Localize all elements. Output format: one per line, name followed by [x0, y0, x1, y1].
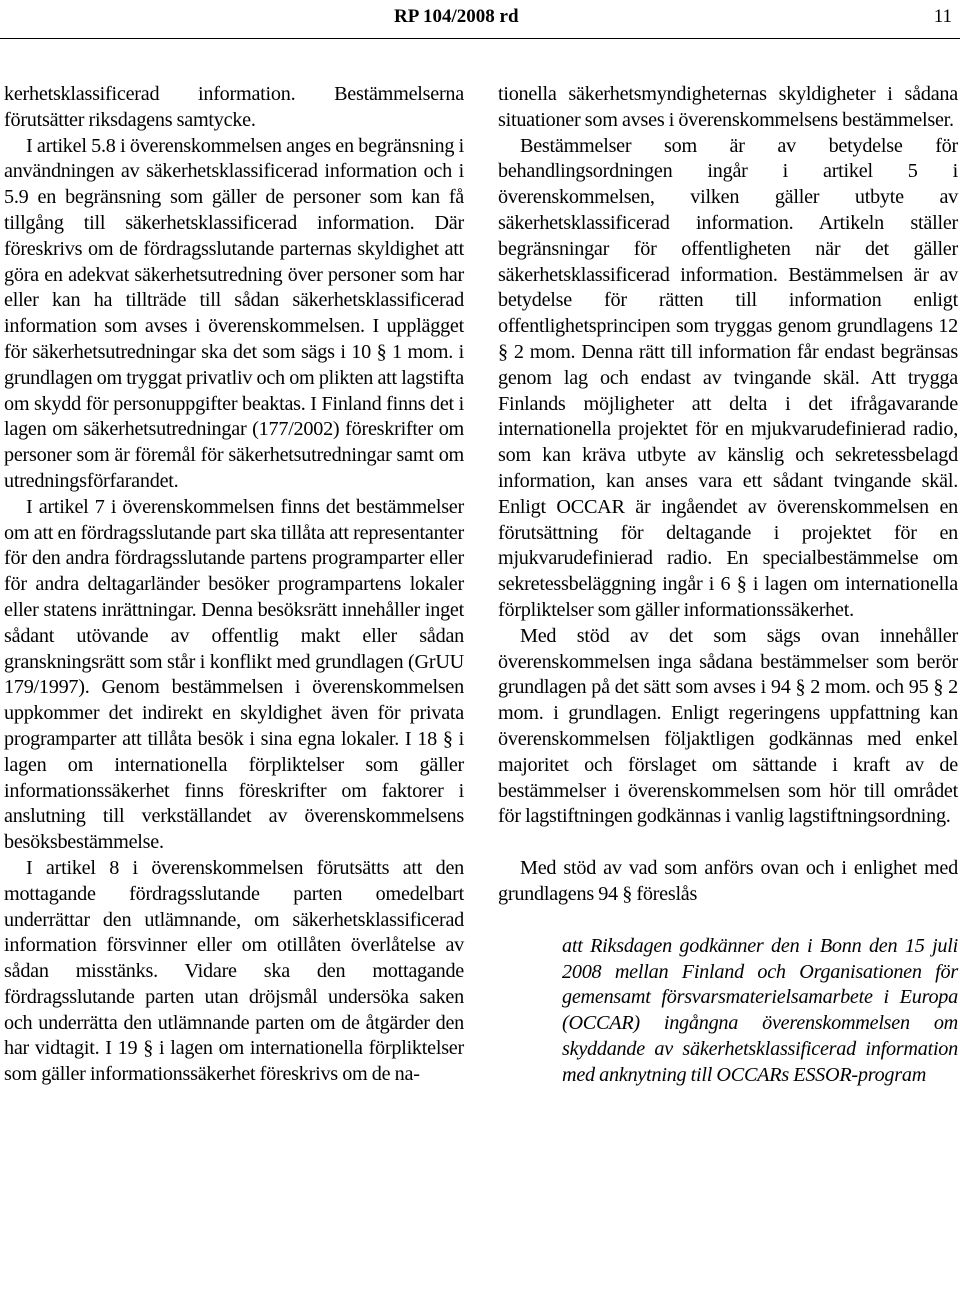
paragraph: I artikel 7 i överenskommelsen finns det bestämmelser om att en fördragsslutande part ska tillåta att representanter för den andra fördragsslutande partens programparter eller för andra deltagarländer besöker programpartens lokaler eller statens inrättningar. Denna besöksrätt innehåller inget sådant utövande av offentlig makt eller sådan granskningsrätt som står i konflikt med grundlagen (GrUU 179/1997). Genom bestämmelsen i överenskommelsen uppkommer det indirekt en skyldighet även för privata programparter att tillåta besök i sina egna lokaler. I 18 § i lagen om internationella förpliktelser som gäller informationssäkerhet finns föreskrifter om faktorer i anslutning till verkställandet av överenskommelsens besöksbestämmelse. [4, 495, 464, 854]
paragraph: Med stöd av det som sägs ovan innehåller överenskommelsen inga sådana bestämmelser som berör grundlagen på det sätt som avses i 94 § 2 mom. och 95 § 2 mom. i grundlagen. Enligt regeringens uppfattning kan överenskommelsen följaktligen godkännas med enkel majoritet och förslaget om sättande i kraft av de bestämmelser i överenskommelsen som hör till området för lagstiftningen godkännas i vanlig lagstiftningsordning. [498, 624, 958, 828]
page-header [0, 0, 960, 44]
left-column [4, 82, 464, 1088]
page-number: 11 [933, 6, 952, 27]
paragraph: I artikel 8 i överenskommelsen förutsätts att den mottagande fördragsslutande parten omedelbart underrättar den utlämnande, om säkerhetsklassificerad information försvinner eller om otillåten överlåtelse av sådan misstänks. Vidare ska den mottagande fördragsslutande parten utan dröjsmål undersöka saken och underrätta den utlämnande parten om de åtgärder den har vidtagit. I 19 § i lagen om internationella förpliktelser som gäller informationssäkerhet föreskrivs om de na- [4, 856, 464, 1086]
document-title: RP 104/2008 rd [394, 6, 519, 27]
paragraph: Bestämmelser som är av betydelse för behandlingsordningen ingår i artikel 5 i överenskommelsen, vilken gäller utbyte av säkerhetsklassificerad information. Artikeln ställer begränsningar för offentligheten när det gäller säkerhetsklassificerad information. Bestämmelsen är av betydelse för rätten till information enligt offentlighetsprincipen som tryggas genom grundlagens 12 § 2 mom. Denna rätt till information får endast begränsas genom lag och endast av tvingande skäl. Att trygga Finlands möjligheter att delta i det ifrågavarande internationella projektet för en mjukvarudefinierad radio, som kan kräva utbyte av känslig och sekretessbelagd information, kan anses vara ett sådant tvingande skäl. Enligt OCCAR är ingåendet av överenskommelsen en förutsättning för deltagande i projektet för en mjukvarudefinierad radio. En specialbestämmelse om sekretessbeläggning ingår i 6 § i lagen om internationella förpliktelser som gäller informationssäkerhet. [498, 134, 958, 621]
right-column [498, 82, 958, 1088]
header-rule [0, 38, 960, 39]
paragraph: kerhetsklassificerad information. Bestämmelserna förutsätter riksdagens samtycke. [4, 83, 464, 131]
paragraph: Med stöd av vad som anförs ovan och i enlighet med grundlagens 94 § föreslås [498, 857, 958, 905]
paragraph: tionella säkerhetsmyndigheternas skyldigheter i sådana situationer som avses i överenskommelsens bestämmelser. [498, 83, 958, 131]
paragraph: I artikel 5.8 i överenskommelsen anges en begränsning i användningen av säkerhetsklassificerad information och i 5.9 en begränsning som gäller de personer som kan få tillgång till säkerhetsklassificerad information. Där föreskrivs om de fördragsslutande parternas skyldighet att göra en adekvat säkerhetsutredning över personer som har eller kan ha tillträde till sådan säkerhetsklassificerad information som avses i överenskommelsen. I upplägget för säkerhetsutredningar ska det som sägs i 10 § 1 mom. i grundlagen om tryggat privatliv och om plikten att lagstifta om skydd för personuppgifter beaktas. I Finland finns det i lagen om säkerhetsutredningar (177/2002) föreskrifter om personer som är föremål för säkerhetsutredningar samt om utredningsförfarandet. [4, 134, 464, 492]
proposal-clause: att Riksdagen godkänner den i Bonn den 15 juli 2008 mellan Finland och Organisationen för gemensamt försvarsmaterielsamarbete i Europa (OCCAR) ingångna överenskommelsen om skyddande av säkerhetsklassificerad information med anknytning till OCCARs ESSOR-program [562, 934, 958, 1086]
